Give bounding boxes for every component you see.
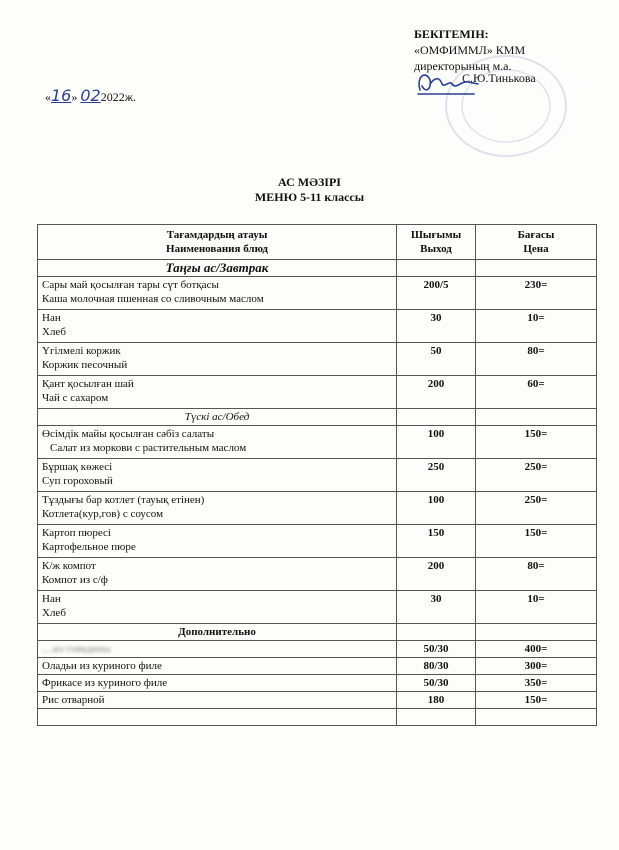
- date-year: 2022ж.: [100, 90, 137, 104]
- table-row: Фрикасе из куриного филе 50/30 350=: [38, 675, 597, 692]
- table-row: Өсімдік майы қосылған сәбіз салаты Салат из моркови с растительным маслом 100 150=: [38, 426, 597, 459]
- table-row: Бұршақ көжесі Суп гороховый 250 250=: [38, 459, 597, 492]
- header-yield: Шығымы Выход: [397, 225, 476, 260]
- approver-name: С.Ю.Тинькова: [462, 71, 536, 85]
- signature-icon: [412, 66, 482, 100]
- menu-title-ru: МЕНЮ 5-11 классы: [254, 190, 365, 204]
- table-row: Оладьи из куриного филе 80/30 300=: [38, 658, 597, 675]
- table-row: Нан Хлеб 30 10=: [38, 310, 597, 343]
- table-row: Қант қосылған шай Чай с сахаром 200 60=: [38, 376, 597, 409]
- approval-position: директорының м.а.: [414, 59, 512, 73]
- document-date: «16» 022022ж.: [45, 86, 137, 105]
- table-row: Картоп пюресі Картофельное пюре 150 150=: [38, 525, 597, 558]
- table-row: Рис отварной 180 150=: [38, 692, 597, 709]
- menu-table: [37, 224, 597, 726]
- table-row-empty: [38, 709, 597, 726]
- approval-title: БЕКІТЕМІН:: [414, 27, 489, 41]
- date-month: 02: [80, 86, 101, 105]
- approval-org: «ОМФИММЛ» КММ: [414, 43, 526, 57]
- section-lunch: Түскі ас/Обед: [38, 409, 597, 426]
- table-row: …из говядины 50/30 400=: [38, 641, 597, 658]
- table-row: Үгілмелі коржик Коржик песочный 50 80=: [38, 343, 597, 376]
- menu-title-kz: АС МӘЗІРІ: [278, 175, 341, 189]
- table-header-row: [38, 225, 597, 260]
- table-row: Тұздығы бар котлет (тауық етінен) Котлета(кур,гов) с соусом 100 250=: [38, 492, 597, 525]
- table-row: Нан Хлеб 30 10=: [38, 591, 597, 624]
- section-breakfast: Таңғы ас/Завтрак: [38, 260, 597, 277]
- date-day: 16: [51, 86, 72, 105]
- header-name: Тағамдардың атауы Наименования блюд: [38, 225, 397, 260]
- header-price: Бағасы Цена: [476, 225, 597, 260]
- section-extra: Дополнительно: [38, 624, 597, 641]
- table-row: К/ж компот Компот из с/ф 200 80=: [38, 558, 597, 591]
- table-row: Сары май қосылған тары сүт ботқасы Каша молочная пшенная со сливочным маслом 200/5 230=: [38, 277, 597, 310]
